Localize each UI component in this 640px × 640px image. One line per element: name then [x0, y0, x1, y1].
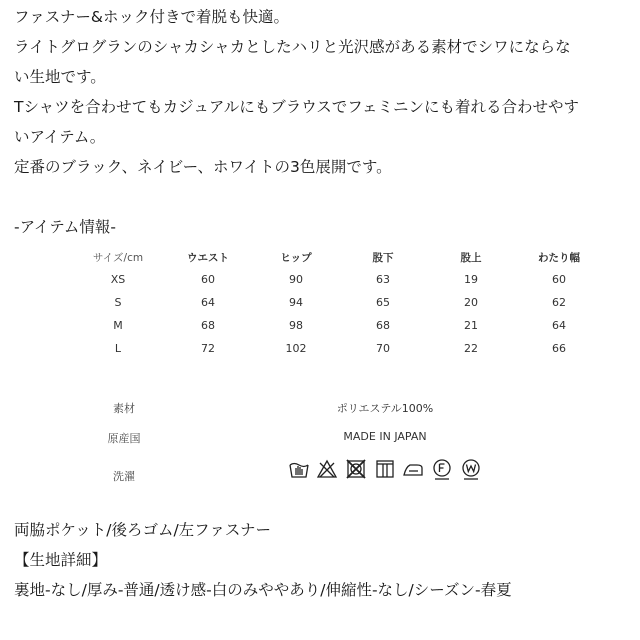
item-info-heading: -アイテム情報-	[14, 218, 117, 236]
table-cell: 65	[376, 296, 390, 309]
table-cell: 68	[376, 319, 390, 332]
size-header-thigh: わたり幅	[538, 252, 580, 264]
spec-label-material: 素材	[113, 402, 135, 415]
table-cell: 66	[552, 342, 566, 355]
table-cell: 22	[464, 342, 478, 355]
table-cell: 72	[201, 342, 215, 355]
table-cell: XS	[110, 273, 126, 286]
table-cell: 20	[464, 296, 478, 309]
intro-line-5: いアイテム。	[14, 128, 106, 146]
intro-line-6: 定番のブラック、ネイビー、ホワイトの3色展開です。	[14, 158, 392, 176]
table-cell: 19	[464, 273, 478, 286]
table-cell: 60	[201, 273, 215, 286]
size-header-waist: ウエスト	[187, 252, 229, 264]
care-icons	[285, 458, 485, 484]
table-cell: 21	[464, 319, 478, 332]
no-bleach-icon	[316, 458, 338, 480]
spec-value-origin: MADE IN JAPAN	[343, 430, 427, 443]
size-header-inseam: 股下	[372, 252, 394, 264]
size-header-size: サイズ/cm	[92, 252, 144, 264]
intro-line-4: Tシャツを合わせてもカジュアルにもブラウスでフェミニンにも着れる合わせやす	[14, 98, 579, 116]
size-header-hip: ヒップ	[280, 252, 312, 264]
intro-line-1: ファスナー&ホック付きで着脱も快適。	[14, 8, 289, 26]
table-cell: 62	[552, 296, 566, 309]
table-cell: 60	[552, 273, 566, 286]
footer-line-2: 【生地詳細】	[14, 551, 108, 569]
table-cell: 98	[289, 319, 303, 332]
intro-line-2: ライトグログランのシャカシャカとしたハリと光沢感がある素材でシワにならな	[14, 38, 571, 56]
footer-line-1: 両脇ポケット/後ろゴム/左ファスナー	[14, 521, 272, 539]
table-cell: M	[113, 319, 123, 332]
table-cell: L	[114, 342, 122, 355]
size-header-rise: 股上	[460, 252, 482, 264]
hand-wash-icon	[288, 458, 310, 480]
table-cell: 68	[201, 319, 215, 332]
footer-line-3: 裏地-なし/厚み-普通/透け感-白のみややあり/伸縮性-なし/シーズン-春夏	[14, 581, 512, 599]
table-cell: 102	[285, 342, 307, 355]
table-cell: 94	[289, 296, 303, 309]
spec-label-origin: 原産国	[107, 432, 141, 445]
spec-label-washing: 洗濯	[113, 470, 135, 483]
dry-clean-f-icon	[431, 458, 453, 480]
wet-clean-w-icon	[460, 458, 482, 480]
table-cell: 64	[201, 296, 215, 309]
table-cell: 70	[376, 342, 390, 355]
no-tumble-dry-icon	[345, 458, 367, 480]
spec-value-material: ポリエステル100%	[336, 402, 434, 415]
table-cell: S	[114, 296, 122, 309]
table-cell: 90	[289, 273, 303, 286]
line-dry-icon	[374, 458, 396, 480]
table-cell: 64	[552, 319, 566, 332]
low-iron-icon	[402, 458, 424, 480]
intro-line-3: い生地です。	[14, 68, 106, 86]
table-cell: 63	[376, 273, 390, 286]
